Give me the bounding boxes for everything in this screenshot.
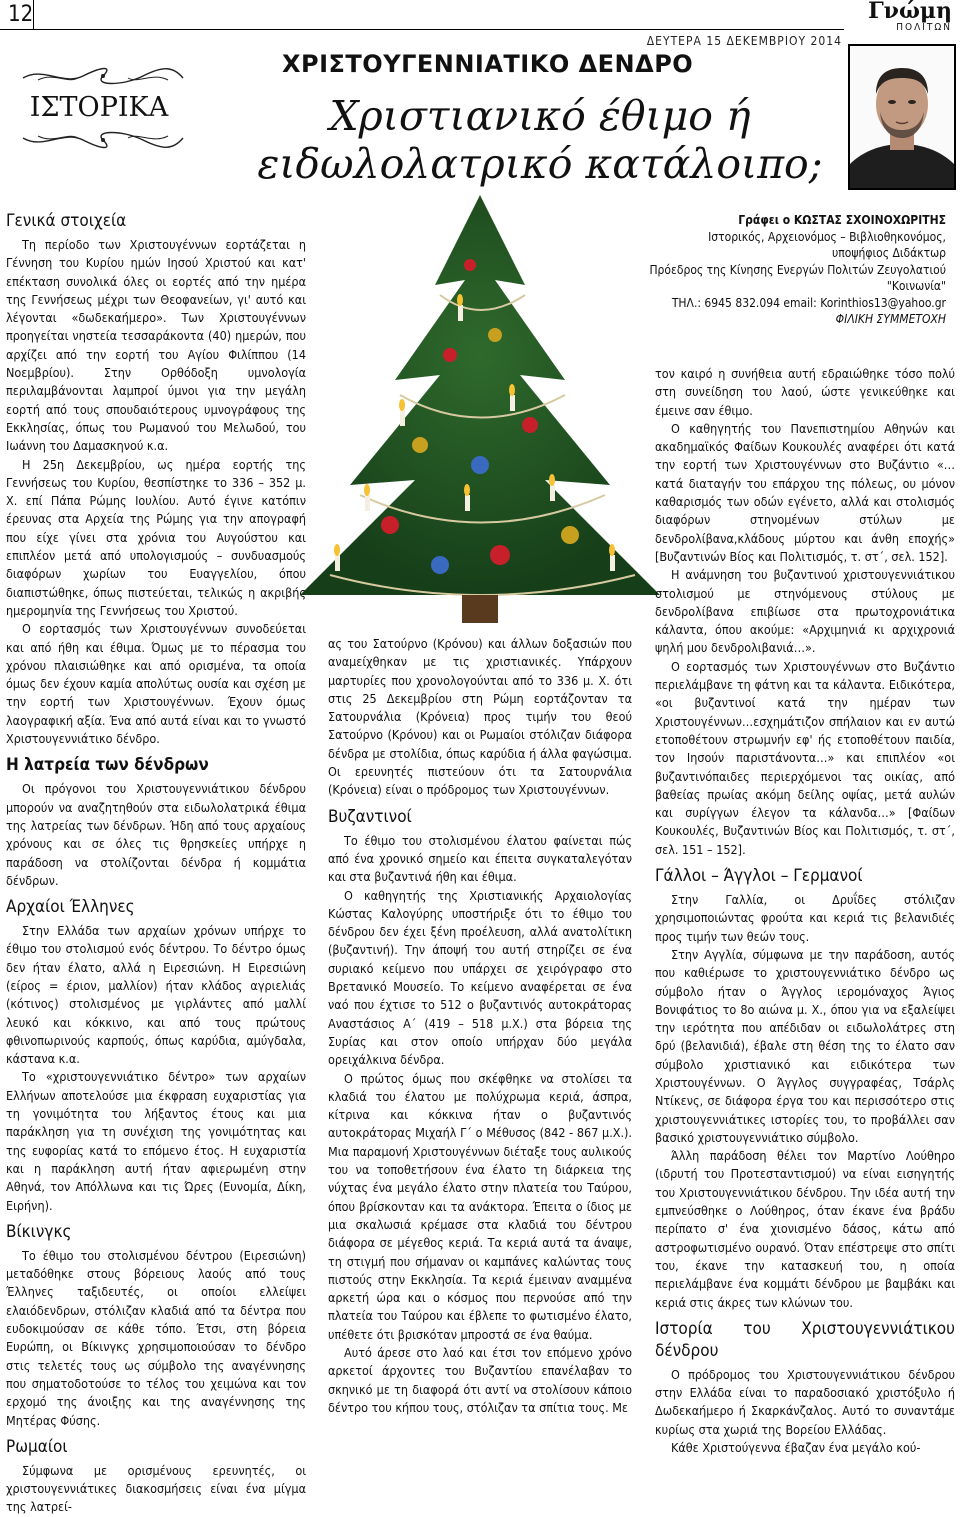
author-degree: υποψήφιος Διδάκτωρ (832, 246, 946, 260)
subheading-tree-history: Ιστορία του Χριστουγεννιάτικου δένδρου (655, 1318, 955, 1361)
bottom-flourish-ornament (18, 128, 188, 152)
page-number: 12 (0, 0, 34, 30)
subheading-romans: Ρωμαίοι (6, 1436, 68, 1457)
author-byline (640, 212, 946, 328)
author-title: Ιστορικός, Αρχειονόμος – Βιβλιοθηκονόμος, (708, 229, 946, 244)
author-photo (848, 44, 956, 190)
newspaper-brand: Γνώμη (868, 0, 952, 24)
paragraph: Ο πρόδρομος του Χριστουγεννιάτικου δένδρου στην Ελλάδα είναι το παραδοσιακό χριστόξυλο ή Δωδεκαήμερο ή Σκαρκάνζαλος. Αυτό το συναντάμε κυρίως στα χωριά της Βορείου Ελλάδας. (655, 1366, 955, 1437)
article-headline (240, 92, 840, 188)
headline-line-2: ειδωλολατρικό κατάλοιπο; (257, 140, 823, 188)
paragraph: Ο πρώτος όμως που σκέφθηκε να στολίσει τα κλαδιά του έλατου με πολύχρωμα κεριά, άσπρα, κίτρινα και κόκκινα ήταν ο βυζαντινός αυτοκράτορας Μιχαήλ Γ΄ ο Μέθυσος (842 - 867 μ.Χ.). Μια παραμονή Χριστουγέννων διέταξε τους αυλικούς του να τοποθετήσουν ένα έλατο τη διάρκεια της νύχτας ένα μεγάλο έλατο στην πλατεία του Ταύρου, όπου βρίσκονταν και τα ανάκτορα. Έπειτα ο ίδιος με μια σκαλωσιά κρέμασε στα κλαδιά του δέντρου διάφορα σε μέγεθος κεριά. Τα κεριά αυτά τα άναψε, τη στιγμή που σήμαναν οι καμπάνες καλώντας τους πιστούς στην Εκκλησία. Τα κεριά έμειναν αναμμένα αρκετή ώρα και ο κόσμος που περνούσε από την πλατεία του Ταύρου και έβλεπε το φωτισμένο έλατο, υπέθετε ότι βρισκόταν μπροστά σε ένα θαύμα. (328, 1070, 632, 1342)
subheading-byzantines: Βυζαντινοί (328, 806, 412, 827)
subheading-gauls-english-germans: Γάλλοι – Άγγλοι – Γερμανοί (655, 866, 863, 887)
article-column-2 (328, 635, 632, 1417)
article-column-1 (6, 210, 306, 1517)
author-org: "Κοινωνία" (886, 279, 946, 293)
paragraph: Οι πρόγονοι του Χριστουγεννιάτικου δένδρου μπορούν να αναζητηθούν στα ειδωλολατρικά έθιμα της λατρείας των δένδρων. Ήδη από τους αρχαίους χρόνους και σε όλες τις θρησκείες υπήρχε η παράδοση να στολίζονται δένδρα ή κομμάτια δένδρων. (6, 781, 306, 888)
paragraph: Το «χριστουγεννιάτικο δέντρο» των αρχαίων Ελλήνων αποτελούσε μια έκφραση ευχαριστίας για τη γονιμότητα του λήξαντος έτους και μια παράκληση για τη συνέχιση της γονιμότητας και της ευφορίας κατά το επόμενο έτος. Η ευχαριστία και η παράκληση αυτή ήταν αφιερωμένη στην Αθηνά, τον Απόλλωνα και τις Ώρες (Ευνομία, Δίκη, Ειρήνη). (6, 1069, 306, 1213)
subheading-ancient-greeks: Αρχαίοι Έλληνες (6, 897, 135, 918)
paragraph: Ο καθηγητής της Χριστιανικής Αρχαιολογίας Κώστας Καλογύρης υποστήριξε ότι το έθιμο του δένδρου δεν έχει ξένη προέλευση, αλλά ανατολίτικη (βυζαντινή). Την άποψή του αυτή στηρίζει σε ένα συριακό κείμενο που υπάρχει σε χειρόγραφο στο Βρετανικό Μουσείο. Το κείμενο αναφέρεται σε ένα ναό που έχτισε το 512 ο βυζαντινός αυτοκράτορας Αναστάσιος Α΄ (419 – 518 μ.Χ.) στα βόρεια της Συρίας και στον οποίο υπήρχαν δύο μεγάλα ορειχάλκινα δένδρα. (328, 887, 632, 1068)
subheading-vikings: Βίκινγκς (6, 1221, 72, 1242)
paragraph: Ο εορτασμός των Χριστουγέννων συνοδεύεται και από ήθη και έθιμα. Όμως με το πέρασμα του χρόνου πλαισιώθηκε και από ορισμένα, τα οποία όμως δεν έχουν καμία απολύτως ουσία και σχέση με την εορτή των Χριστουγέννων. Έχουν όμως λαογραφική αξία. Ένα από αυτά είναι και το γνωστό Χριστουγεννιάτικο δένδρο. (6, 621, 306, 747)
paragraph: Σύμφωνα με ορισμένους ερευνητές, οι χριστουγεννιάτικες διακοσμήσεις είναι ένα μίγμα της λατρεί- (6, 1462, 306, 1515)
newspaper-brand-sub: ΠΟΛΙΤΩΝ (896, 22, 952, 33)
christmas-tree-illustration (290, 195, 670, 625)
paragraph: τον καιρό η συνήθεια αυτή εδραιώθηκε τόσο πολύ στη συνείδηση του λαού, ώστε γενικεύθηκε και έμεινε σαν έθιμο. (655, 366, 955, 418)
article-kicker: ΧΡΙΣΤΟΥΓΕΝΝΙΑΤΙΚΟ ΔΕΝΔΡΟ (282, 50, 694, 78)
paragraph: Η ανάμνηση του βυζαντινού χριστουγεννιάτικου στολισμού με στηνόμενους στύλους με δενδρολίβανα επιβίωσε στα πρωτοχρονιάτικα κάλαντα, όπου ακούμε: «Αρχιμηνιά κι αρχιχρονιά ψηλή μου δενδρολιβανιά…». (655, 567, 955, 656)
paragraph: Το έθιμο του στολισμένου δέντρου (Ειρεσιώνη) μεταδόθηκε στους βόρειους λαούς από τους Έλληνες ταξιδευτές, οι οποίοι ελλείψει ελαιόδενδρων, στόλιζαν κλαδιά από τα δέντρα που ευδοκιμούσαν σε κάθε τόπο. Έτσι, στη βόρεια Ευρώπη, οι Βίκινγκς χρησιμοποιούσαν το δένδρο στις τελετές τους ως σύμβολο της αναγέννησης που σηματοδοτούσε το τέλος του χειμώνα και τον ερχομό της άνοιξης και της αναγέννησης της Μητέρας Φύσης. (6, 1247, 306, 1428)
friendly-participation: ΦΙΛΙΚΗ ΣΥΜΜΕΤΟΧΗ (835, 312, 946, 326)
paragraph: Στην Αγγλία, σύμφωνα με την παράδοση, αυτός που καθιέρωσε το χριστουγεννιάτικο δένδρο ως σύμβολο ήταν ο Άγγλος ιερομόναχος Άγιος Βονιφάτιος το 8ο αιώνα μ. Χ., όπου για να εξαλείψει την ιερότητα που απέδιδαν οι ειδωλολάτρες στη δρύ (βελανιδιά), έβαλε στη θέση της το έλατο σαν σύμβολο χριστιανικό και ειδικότερα των Χριστουγέννων. Ο Άγγλος συγγραφέας, Τσάρλς Ντίκενς, σε διάφορα έργα του και περισσότερο στις χριστουγεννιάτικες ιστορίες του, το προβάλλει σαν βασικό χριστουγεννιάτικο σύμβολο. (655, 946, 955, 1145)
paragraph: Στην Ελλάδα των αρχαίων χρόνων υπήρχε το έθιμο του στολισμού ενός δέντρου. Το δέντρο όμως δεν ήταν έλατο, αλλά η Ειρεσιώνη. Η Ειρεσιώνη (είρος = έριον, μαλλίον) ήταν κλάδος αγριελιάς (κότινος) στολισμένος με γιρλάντες από μαλλί λευκό και κόκκινο, και από τους πρώτους φθινοπωρινούς καρπούς, όπως καρύδια, αμύγδαλα, κάστανα κ.α. (6, 923, 306, 1067)
paragraph: Ο εορτασμός των Χριστουγέννων στο Βυζάντιο περιελάμβανε τη φάτνη και τα κάλαντα. Ειδικότερα, «οι βυζαντινοί κατά την ημέραν των Χριστουγέννων…εσχημάτιζον σπήλαιον και εν αυτώ ετοποθέτουν στρωμνήν εφ' ής ετοποθέτουν παιδία, τον Ιησούν παριστάνοντα…» και επιπλέον «οι βυζαντινόπαιδες περιερχόμενοι τας οικίας, από βαθείας πρωίας ακόμη δείλης οψίας, μετά αυλών και συρίγγων έλεγον τα κάλανδα…» [Φαίδων Κουκουλές, Βυζαντινών Βίος και Πολιτισμός, τ. στ΄, σελ. 151 – 152]. (655, 658, 955, 857)
author-role: Πρόεδρος της Κίνησης Ενεργών Πολιτών Ζευγολατιού (649, 262, 946, 277)
paragraph: Αυτό άρεσε στο λαό και έτσι τον επόμενο χρόνο αρκετοί άρχοντες του Βυζαντίου επανέλαβαν το σκηνικό με τη διαφορά ότι αντί να στολίσουν κάποιο δέντρο του κήπου τους, στόλιζαν τα σπίτια τους. Με (328, 1344, 632, 1415)
header-rule (34, 29, 844, 30)
paragraph: Το έθιμο του στολισμένου έλατου φαίνεται πώς από ένα χρονικό σημείο και έπειτα συγκαταλεγόταν και στα βυζαντινά ήθη και έθιμα. (328, 832, 632, 885)
paragraph: Τη περίοδο των Χριστουγέννων εορτάζεται η Γέννηση του Κυρίου ημών Ιησού Χριστού και κατ' επέκταση συνολικά όλες οι εορτές από την ημέρα της Γεννήσεως μέχρι των Θεοφανείων, γι' αυτό και λέγονται «δωδεκαήμερο». Των Χριστουγέννων προηγείται νηστεία τεσσαράκοντα (40) ημερών, που αρχίζει από την εορτή του Αγίου Φιλίππου (14 Νοεμβρίου). Στην Ορθόδοξη υμνολογία περιλαμβάνονται λαμπροί ύμνοι για την μεγάλη εορτή από τους σπουδαιότερους υμνογράφους της Εκκλησίας, όπως του Ρωμανού του Μελωδού, του Ιωάννη του Δαμασκηνού κ.α. (6, 237, 306, 454)
paragraph: ας του Σατούρνο (Κρόνου) και άλλων δοξασιών που αναμείχθηκαν με τις χριστιανικές. Υπάρχουν μαρτυρίες που χρονολογούνται από το 336 μ. Χ. ότι στις 25 Δεκεμβρίου στη Ρώμη εορτάζονταν τα Σατουρνάλια (Κρόνεια) προς τιμήν του θεού Σατούρνο (Κρόνου) και οι Ρωμαίοι στόλιζαν διάφορα δένδρα με στολίδια, όπως καρύδια ή άλλα φαγώσιμα. Οι ερευνητές πιστεύουν ότι τα Σατουρνάλια (Κρόνεια) είναι ο πρόδρομος των Χριστουγέννων. (328, 636, 632, 798)
subheading-general: Γενικά στοιχεία (6, 211, 127, 231)
paragraph: Στην Γαλλία, οι Δρυΐδες στόλιζαν χρησιμοποιώντας φρούτα και κεριά τις βελανιδιές προς τιμήν των θεών τους. (655, 892, 955, 944)
article-column-3 (655, 365, 955, 1457)
section-title: ΙΣΤΟΡΙΚΑ (29, 92, 169, 123)
top-flourish-ornament (18, 64, 188, 88)
headline-line-1: Χριστιανικό έθιμο ή (329, 92, 751, 140)
paragraph: Η 25η Δεκεμβρίου, ως ημέρα εορτής της Γεννήσεως του Κυρίου, θεσπίστηκε το 336 – 352 μ. Χ. επί Πάπα Ρώμης Ιουλίου. Αυτό έγινε κατόπιν έρευνας στα Αρχεία της Ρώμης για την απογραφή που είχε γίνει στα χρόνια του Αυγούστου και επιπλέον μετά από υπολογισμούς – συνδυασμούς διαφόρων χωρίων του Ευαγγελίου, όπου διαπιστώθηκε, όπως πιστεύεται, τελικώς η ακριβής ημερομηνία της Γεννήσεως του Χριστού. (6, 456, 306, 618)
paragraph: Άλλη παράδοση θέλει τον Μαρτίνο Λούθηρο (ιδρυτή του Προτεσταντισμού) να είναι εισηγητής του Χριστουγεννιάτικου δένδρου. Την ιδέα αυτή την εμπνεύσθηκε ο Λούθηρος, όταν έκανε ένα βράδυ περίπατο σ' ένα χιονισμένο δάσος, κάτω από αστροφωτισμένο ουρανό. Όταν επέστρεψε στο σπίτι του, έκανε την κατασκευή του, η οποία περιελάμβανε ένα κομμάτι δένδρου με βαμβάκι και κεριά στις άκρες των κλώνων του. (655, 1148, 955, 1310)
author-contact: ΤΗΛ.: 6945 832.094 email: Korinthios13@yahoo.gr (671, 295, 946, 310)
subheading-tree-worship: Η λατρεία των δένδρων (6, 755, 209, 776)
author-name: Γράφει ο ΚΩΣΤΑΣ ΣΧΟΙΝΟΧΩΡΙΤΗΣ (738, 213, 946, 227)
issue-date: ΔΕΥΤΕΡΑ 15 ΔΕΚΕΜΒΡΙΟΥ 2014 (646, 34, 842, 48)
paragraph: Κάθε Χριστούγεννα έβαζαν ένα μεγάλο κού- (671, 1440, 921, 1456)
paragraph: Ο καθηγητής του Πανεπιστημίου Αθηνών και ακαδημαϊκός Φαίδων Κουκουλές αναφέρει ότι κατά την εορτή των Χριστουγέννων στο Βυζάντιο «…κατά διαταγήν του επάρχου της πόλεως, ου μόνον καθαρισμός των οδών εγένετο, αλλά και στολισμός διαφόρων στηνομένων στύλων με δενδρολίβανα,κλάδους μύρτου και άνθη εποχής» [Βυζαντινών Βίος και Πολιτισμός, τ. στ΄, σελ. 152]. (655, 420, 955, 564)
